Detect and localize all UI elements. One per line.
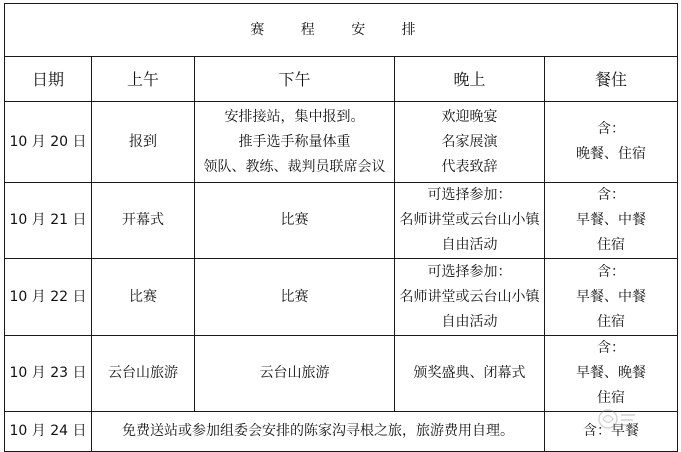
note-cell: 免费送站或参加组委会安排的陈家沟寻根之旅，旅游费用自理。 xyxy=(92,412,545,452)
evening-cell xyxy=(395,183,545,259)
cell-line: 含： xyxy=(597,187,625,203)
evening-cell xyxy=(395,259,545,336)
cell-line: 自由活动 xyxy=(441,313,498,330)
header-evening: 晚上 xyxy=(395,57,545,102)
cell-line: 开幕式 xyxy=(122,212,164,228)
meals-cell: 含：早餐 xyxy=(545,412,678,452)
afternoon-cell xyxy=(195,336,395,412)
cell-line: 云台山旅游 xyxy=(259,365,330,381)
cell-line: 含： xyxy=(597,121,625,137)
header-row xyxy=(5,57,678,102)
meals-cell xyxy=(545,183,678,259)
date-cell: 10 月 21 日 xyxy=(5,183,92,259)
date-cell: 10 月 24 日 xyxy=(5,412,92,452)
cell-line: 比赛 xyxy=(280,212,309,228)
cell-line: 住宿 xyxy=(597,390,625,406)
cell-line: 早餐、晚餐 xyxy=(576,365,646,381)
cell-line: 可选择参加： xyxy=(427,263,512,280)
date-cell: 10 月 20 日 xyxy=(5,102,92,183)
meals-cell xyxy=(545,102,678,183)
cell-line: 晚餐、住宿 xyxy=(576,146,646,162)
cell-line: 住宿 xyxy=(597,313,625,330)
evening-cell xyxy=(395,102,545,183)
table-row xyxy=(5,259,678,336)
cell-line: 欢迎晚宴 xyxy=(441,108,498,125)
schedule-table xyxy=(4,3,678,452)
cell-line: 名师讲堂或云台山小镇 xyxy=(399,288,540,305)
header-date: 日期 xyxy=(5,57,92,102)
table-row xyxy=(5,183,678,259)
cell-line: 早餐、中餐 xyxy=(576,288,646,305)
afternoon-cell xyxy=(195,183,395,259)
date-cell: 10 月 23 日 xyxy=(5,336,92,412)
cell-line: 比赛 xyxy=(129,288,157,305)
table-row xyxy=(5,412,678,452)
cell-line: 自由活动 xyxy=(441,237,498,253)
watermark-logo-icon xyxy=(595,406,639,432)
morning-cell xyxy=(92,336,195,412)
table-title: 赛 程 安 排 xyxy=(5,4,678,57)
cell-line: 住宿 xyxy=(597,237,625,253)
morning-cell xyxy=(92,259,195,336)
afternoon-cell xyxy=(195,259,395,336)
cell-line: 含： xyxy=(597,340,625,356)
header-morning: 上午 xyxy=(92,57,195,102)
header-afternoon: 下午 xyxy=(195,57,395,102)
cell-line: 推手选手称量体重 xyxy=(238,133,351,150)
cell-line: 可选择参加： xyxy=(427,187,512,203)
meals-cell xyxy=(545,259,678,336)
morning-cell xyxy=(92,102,195,183)
cell-line: 安排接站，集中报到。 xyxy=(224,108,365,125)
meals-cell xyxy=(545,336,678,412)
morning-cell xyxy=(92,183,195,259)
header-meals: 餐住 xyxy=(545,57,678,102)
cell-line: 领队、教练、裁判员联席会议 xyxy=(203,158,386,175)
cell-line: 名家展演 xyxy=(441,133,498,150)
cell-line: 颁奖盛典、闭幕式 xyxy=(413,365,526,381)
cell-line: 代表致辞 xyxy=(441,158,498,175)
cell-line: 早餐、中餐 xyxy=(576,212,646,228)
cell-line: 云台山旅游 xyxy=(108,365,178,381)
table-row xyxy=(5,336,678,412)
cell-line: 报到 xyxy=(129,133,157,150)
table-row xyxy=(5,102,678,183)
date-cell: 10 月 22 日 xyxy=(5,259,92,336)
cell-line: 比赛 xyxy=(280,288,309,305)
cell-line: 名师讲堂或云台山小镇 xyxy=(399,212,540,228)
cell-line: 含： xyxy=(597,263,625,280)
evening-cell xyxy=(395,336,545,412)
afternoon-cell xyxy=(195,102,395,183)
